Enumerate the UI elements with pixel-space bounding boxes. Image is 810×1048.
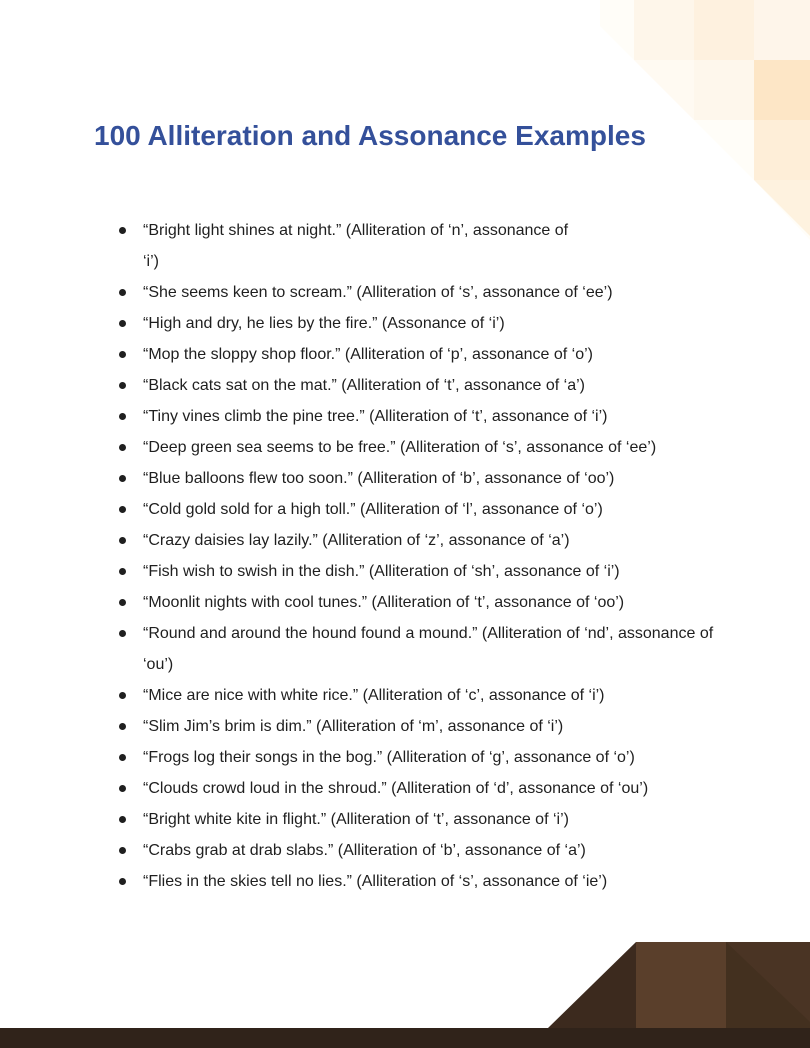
page-title: 100 Alliteration and Assonance Examples <box>94 120 646 151</box>
bullet-icon <box>119 878 126 885</box>
bullet-icon <box>119 320 126 327</box>
bullet-icon <box>119 568 126 575</box>
bullet-icon <box>119 692 126 699</box>
list-item: “Mop the sloppy shop floor.” (Alliteration of ‘p’, assonance of ‘o’) <box>118 339 718 370</box>
list-item: “Flies in the skies tell no lies.” (Alliteration of ‘s’, assonance of ‘ie’) <box>118 866 718 897</box>
bullet-icon <box>119 847 126 854</box>
list-item: “Round and around the hound found a mound.” (Alliteration of ‘nd’, assonance of ‘ou’) <box>118 618 718 680</box>
list-item: “Mice are nice with white rice.” (Alliteration of ‘c’, assonance of ‘i’) <box>118 680 718 711</box>
bullet-icon <box>119 754 126 761</box>
bullet-icon <box>119 506 126 513</box>
list-item: “Black cats sat on the mat.” (Alliteration of ‘t’, assonance of ‘a’) <box>118 370 718 401</box>
examples-list <box>118 215 718 897</box>
bullet-icon <box>119 413 126 420</box>
list-item: “Blue balloons flew too soon.” (Alliteration of ‘b’, assonance of ‘oo’) <box>118 463 718 494</box>
bullet-icon <box>119 785 126 792</box>
bullet-icon <box>119 630 126 637</box>
list-item: “Bright light shines at night.” (Alliteration of ‘n’, assonance of ‘i’) <box>118 215 718 277</box>
bullet-icon <box>119 444 126 451</box>
bullet-icon <box>119 382 126 389</box>
bullet-icon <box>119 227 126 234</box>
list-item: “Cold gold sold for a high toll.” (Alliteration of ‘l’, assonance of ‘o’) <box>118 494 718 525</box>
list-item: “Crazy daisies lay lazily.” (Alliteration of ‘z’, assonance of ‘a’) <box>118 525 718 556</box>
list-item: “Fish wish to swish in the dish.” (Alliteration of ‘sh’, assonance of ‘i’) <box>118 556 718 587</box>
bullet-icon <box>119 475 126 482</box>
list-item: “She seems keen to scream.” (Alliteration of ‘s’, assonance of ‘ee’) <box>118 277 718 308</box>
bullet-icon <box>119 599 126 606</box>
bullet-icon <box>119 537 126 544</box>
bullet-icon <box>119 289 126 296</box>
bullet-icon <box>119 816 126 823</box>
list-item: “Moonlit nights with cool tunes.” (Alliteration of ‘t’, assonance of ‘oo’) <box>118 587 718 618</box>
footer-bar <box>0 1028 810 1048</box>
list-item: “Bright white kite in flight.” (Alliteration of ‘t’, assonance of ‘i’) <box>118 804 718 835</box>
list-item: “Crabs grab at drab slabs.” (Alliteration of ‘b’, assonance of ‘a’) <box>118 835 718 866</box>
list-item: “High and dry, he lies by the fire.” (Assonance of ‘i’) <box>118 308 718 339</box>
list-item: “Deep green sea seems to be free.” (Alliteration of ‘s’, assonance of ‘ee’) <box>118 432 718 463</box>
list-item: “Frogs log their songs in the bog.” (Alliteration of ‘g’, assonance of ‘o’) <box>118 742 718 773</box>
list-item: “Tiny vines climb the pine tree.” (Alliteration of ‘t’, assonance of ‘i’) <box>118 401 718 432</box>
bullet-icon <box>119 723 126 730</box>
list-item: “Clouds crowd loud in the shroud.” (Alliteration of ‘d’, assonance of ‘ou’) <box>118 773 718 804</box>
bullet-icon <box>119 351 126 358</box>
list-item: “Slim Jim’s brim is dim.” (Alliteration of ‘m’, assonance of ‘i’) <box>118 711 718 742</box>
